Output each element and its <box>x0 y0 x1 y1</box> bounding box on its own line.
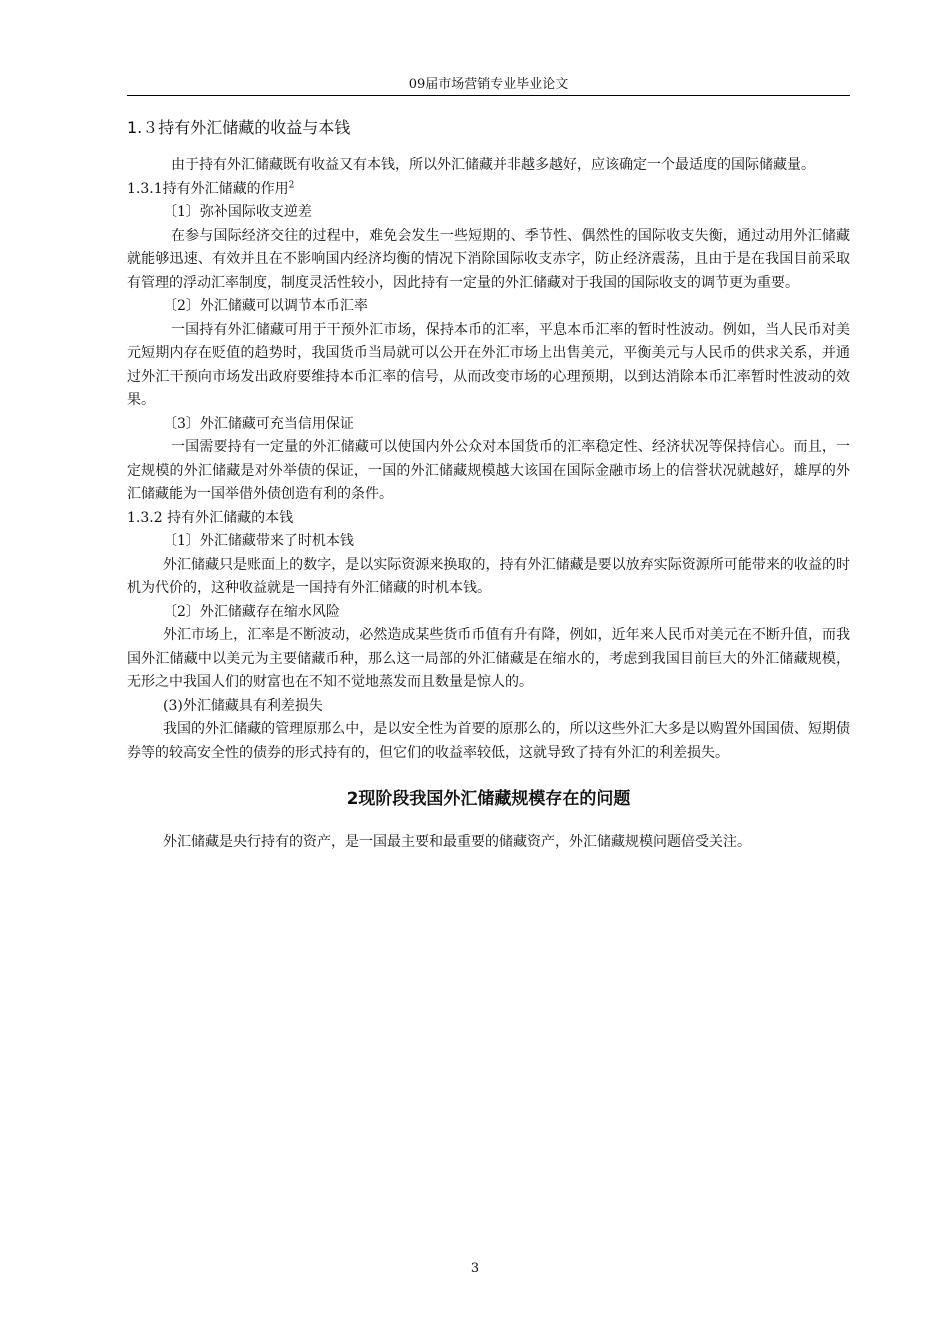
cost-item-2-text: 外汇市场上，汇率是不断波动，必然造成某些货币币值有升有降，例如，近年来人民币对美元在不断升值，而我国外汇储藏中以美元为主要储藏币种，那么这一局部的外汇储藏是在缩水的，考虑到我国目前巨大的外汇储藏规模，无形之中我国人们的财富也在不知不觉地蒸发而且数量是惊人的。 <box>127 627 850 690</box>
cost-item-3-text: 我国的外汇储藏的管理原那么中，是以安全性为首要的原那么的，所以这些外汇大多是以购置外国国债、短期债券等的较高安全性的债券的形式持有的，但它们的收益率较低，这就导致了持有外汇的利差损失。 <box>127 721 850 761</box>
section-1-3-1-heading <box>127 178 850 202</box>
cost-item-1-title: 〔1〕外汇储藏带来了时机本钱 <box>163 533 354 549</box>
item-2-text: 一国持有外汇储藏可用于干预外汇市场，保持本币的汇率，平息本币汇率的暂时性波动。例如，当人民币对美元短期内存在贬值的趋势时，我国货币当局就可以公开在外汇市场上出售美元，平衡美元与人民币的供求关系，并通过外汇干预向市场发出政府要维持本币汇率的信号，从而改变市场的心理预期，以到达消除本币汇率暂时性波动的效果。 <box>127 321 850 408</box>
item-3-text: 一国需要持有一定量的外汇储藏可以使国内外公众对本国货币的汇率稳定性、经济状况等保持信心。而且，一定规模的外汇储藏是对外举债的保证，一国的外汇储藏规模越大该国在国际金融市场上的信誉状况就越好，雄厚的外汇储藏能为一国举借外债创造有利的条件。 <box>127 439 850 502</box>
cost-item-2-title: 〔2〕外汇储藏存在缩水风险 <box>163 603 340 620</box>
page-header: 09届市场营销专业毕业论文 <box>408 77 569 92</box>
section-1-3-intro: 由于持有外汇储藏既有收益又有本钱，所以外汇储藏并非越多越好，应该确定一个最适度的国际储藏量。 <box>171 157 815 173</box>
header-divider <box>127 95 850 96</box>
item-2-title: 〔2〕外汇储藏可以调节本币汇率 <box>163 298 368 314</box>
section-2-text: 外汇储藏是央行持有的资产，是一国最主要和最重要的储藏资产，外汇储藏规模问题倍受关注。 <box>163 834 751 850</box>
item-1-text: 在参与国际经济交往的过程中，难免会发生一些短期的、季节性、偶然性的国际收支失衡，通过动用外汇储藏就能够迅速、有效并且在不影响国内经济均衡的情况下消除国际收支赤字，防止经济震荡，且由于是在我国目前采取有管理的浮动汇率制度，制度灵活性较小，因此持有一定量的外汇储藏对于我国的国际收支的调节更为重要。 <box>127 227 850 291</box>
item-3-title: 〔3〕外汇储藏可充当信用保证 <box>163 415 354 432</box>
cost-item-3-title: (3)外汇储藏具有利差损失 <box>163 697 323 714</box>
page-content <box>127 108 850 855</box>
item-1-title: 〔1〕弥补国际收支逆差 <box>163 204 312 220</box>
cost-item-1-text: 外汇储藏只是账面上的数字，是以实际资源来换取的，持有外汇储藏是要以放弃实际资源所可能带来的收益的时机为代价的，这种收益就是一国持有外汇储藏的时机本钱。 <box>127 556 850 596</box>
section-1-3-1-heading-text: 1.3.1持有外汇储藏的作用 <box>127 180 289 197</box>
section-1-3-2-heading: 1.3.2 持有外汇储藏的本钱 <box>127 509 294 526</box>
page-number: 3 <box>470 1261 480 1276</box>
section-1-3-heading: 1.３持有外汇储藏的收益与本钱 <box>127 118 351 137</box>
footnote-marker: 2 <box>288 179 295 190</box>
section-2-heading: 2现阶段我国外汇储藏规模存在的问题 <box>346 789 631 809</box>
